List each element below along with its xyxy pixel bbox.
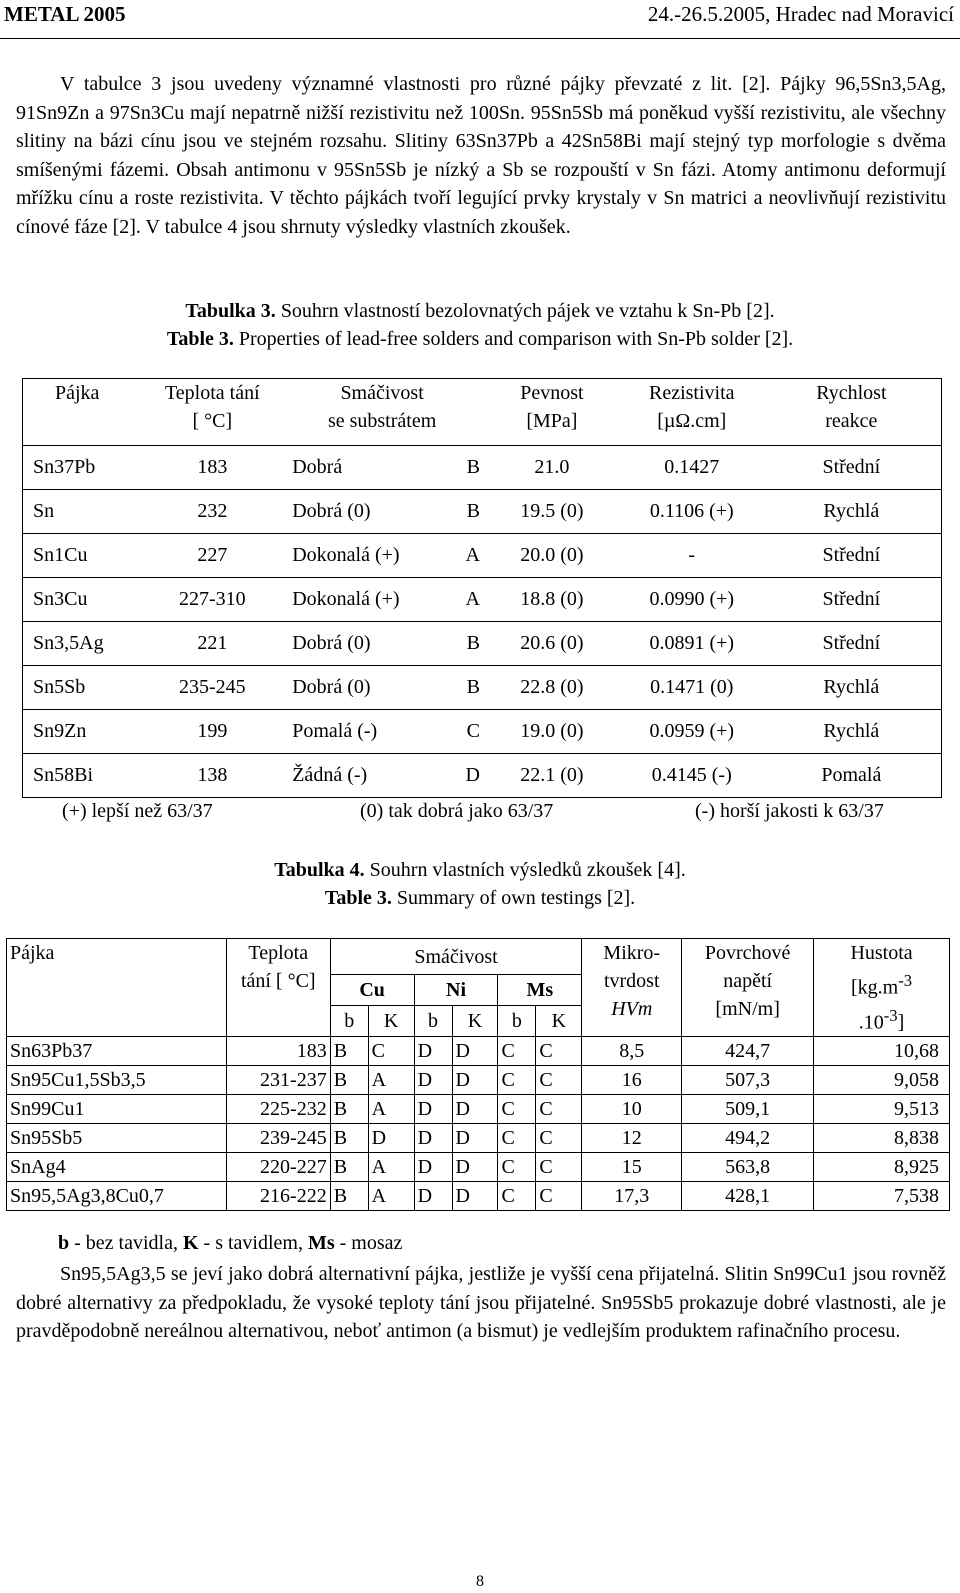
table3-cell: 227 — [142, 534, 282, 578]
table4-cell: C — [536, 1124, 582, 1153]
table3-cell: Sn5Sb — [23, 666, 143, 710]
table4-cell: D — [414, 1124, 452, 1153]
table3-cell: 0.1106 (+) — [622, 490, 762, 534]
table4-caption-en — [0, 884, 960, 912]
table3-header-rychlost-1: Rychlost — [816, 382, 887, 404]
table3-cell: 21.0 — [482, 446, 622, 490]
table3-cell: Dobrá (0) — [282, 622, 412, 666]
table4-header-povrch-2: napětí — [723, 970, 773, 992]
table4-header-mikrotvrdost — [582, 939, 682, 1037]
table3-header-rychlost — [762, 379, 942, 446]
table4-cell: D — [414, 1066, 452, 1095]
table4-cell: D — [414, 1095, 452, 1124]
table4-label-en: Table 3. — [324, 887, 392, 909]
table3-legend-same: (0) tak dobrá jako 63/37 — [360, 800, 554, 822]
table4-cell: D — [452, 1095, 498, 1124]
table3-cell: Střední — [762, 446, 942, 490]
table4-cell: D — [452, 1182, 498, 1211]
table3-cell: C — [412, 710, 482, 754]
table4-row — [7, 1037, 950, 1066]
table4 — [6, 938, 950, 1211]
table4-header-hustota-2: [kg.m — [851, 976, 899, 999]
table3-legend-better: (+) lepší než 63/37 — [62, 800, 213, 822]
table3-row — [23, 666, 942, 710]
table3-header-pajka-text: Pájka — [55, 382, 100, 404]
table3-cell: Sn1Cu — [23, 534, 143, 578]
table3-row — [23, 754, 942, 798]
table3-cell: - — [622, 534, 762, 578]
table3-header-pevnost-1: Pevnost — [520, 382, 584, 404]
table4-cell: D — [452, 1066, 498, 1095]
table4-cell: 15 — [582, 1153, 682, 1182]
table4-cell: Sn63Pb37 — [7, 1037, 227, 1066]
table4-header-hustota-sup-2: -3 — [883, 1005, 898, 1025]
table3-cell: A — [412, 534, 482, 578]
table4-cell: Sn95,5Ag3,8Cu0,7 — [7, 1182, 227, 1211]
table4-cell: B — [330, 1153, 368, 1182]
table4-header-hustota-1: Hustota — [850, 942, 913, 964]
table3-header-smacivost-2: se substrátem — [327, 410, 437, 432]
conference-date-place: 24.-26.5.2005, Hradec nad Moravicí — [647, 2, 954, 26]
table4-cell: C — [498, 1182, 536, 1211]
table3-label-en: Table 3. — [166, 328, 234, 350]
note-ms-text: - mosaz — [334, 1232, 403, 1254]
table4-header-cu: Cu — [330, 975, 414, 1006]
note-k: K — [182, 1232, 199, 1254]
table4-header-hustota-sup-1: -3 — [898, 971, 913, 990]
table3-header-smacivost-1: Smáčivost — [340, 382, 424, 404]
table4-cell: 8,925 — [814, 1153, 950, 1182]
table4-cell: 424,7 — [682, 1037, 814, 1066]
table4-cell: 563,8 — [682, 1153, 814, 1182]
table4-cell: C — [536, 1153, 582, 1182]
table3-cell: Dobrá (0) — [282, 666, 412, 710]
table3 — [22, 378, 942, 798]
table4-cell: C — [498, 1037, 536, 1066]
table4-cell: A — [368, 1095, 414, 1124]
table4-row — [7, 1124, 950, 1153]
table4-header-ni: Ni — [414, 975, 498, 1006]
page-header — [0, 0, 960, 39]
table4-header-teplota — [226, 939, 330, 1037]
table4-cell: C — [498, 1066, 536, 1095]
table4-cell: D — [452, 1037, 498, 1066]
table4-cell: 507,3 — [682, 1066, 814, 1095]
table3-cell: 235-245 — [142, 666, 282, 710]
table4-cell: A — [368, 1153, 414, 1182]
table4-header-smacivost: Smáčivost — [330, 939, 582, 975]
table4-cell: 225-232 — [226, 1095, 330, 1124]
table4-cell: C — [536, 1066, 582, 1095]
table3-cell: D — [412, 754, 482, 798]
table4-cell: 239-245 — [226, 1124, 330, 1153]
table4-caption-cz — [0, 856, 960, 884]
table3-caption-en — [0, 325, 960, 353]
table4-cell: 17,3 — [582, 1182, 682, 1211]
table4-cell: D — [414, 1153, 452, 1182]
table3-header-rezistivita-2: [µΩ.cm] — [657, 410, 727, 432]
table3-cell: 0.0959 (+) — [622, 710, 762, 754]
table4-header-povrchove-napeti — [682, 939, 814, 1037]
table4-header-hustota-4: ] — [897, 1011, 905, 1034]
table4-cell: 9,513 — [814, 1095, 950, 1124]
table3-cell: 22.8 (0) — [482, 666, 622, 710]
table3-cell: Rychlá — [762, 490, 942, 534]
table4-cell: 509,1 — [682, 1095, 814, 1124]
table4-row — [7, 1095, 950, 1124]
table3-cell: 20.0 (0) — [482, 534, 622, 578]
table4-note — [58, 1232, 402, 1255]
table4-header-povrch-1: Povrchové — [704, 942, 791, 964]
table3-cell: Pomalá (-) — [282, 710, 412, 754]
table3-cell: Sn37Pb — [23, 446, 143, 490]
note-k-text: - s tavidlem, — [198, 1232, 308, 1254]
table4-cell: D — [452, 1153, 498, 1182]
table3-cell: 0.4145 (-) — [622, 754, 762, 798]
table4-sub-ms-b: b — [498, 1006, 536, 1037]
table3-row — [23, 534, 942, 578]
table4-cell: 10,68 — [814, 1037, 950, 1066]
table3-header-smacivost — [282, 379, 482, 446]
table3-cell: Sn58Bi — [23, 754, 143, 798]
table3-cell: 199 — [142, 710, 282, 754]
table3-cell: B — [412, 490, 482, 534]
table3-cell: 19.5 (0) — [482, 490, 622, 534]
table4-header-hustota-3: .10 — [858, 1011, 884, 1034]
table4-cell: 216-222 — [226, 1182, 330, 1211]
table4-row — [7, 1182, 950, 1211]
table4-header-mikro-1: Mikro- — [603, 942, 661, 964]
table4-cell: Sn95Cu1,5Sb3,5 — [7, 1066, 227, 1095]
table4-header-teplota-2: tání [ °C] — [240, 970, 316, 992]
table3-caption-cz — [0, 297, 960, 325]
table4-cell: B — [330, 1037, 368, 1066]
table3-cell: Dobrá (0) — [282, 490, 412, 534]
table3-cell: B — [412, 446, 482, 490]
table4-cell: B — [330, 1066, 368, 1095]
table3-cell: 0.1427 — [622, 446, 762, 490]
table4-cell: C — [498, 1153, 536, 1182]
table3-row — [23, 622, 942, 666]
table4-cell: D — [414, 1037, 452, 1066]
table4-header-povrch-3: [mN/m] — [715, 998, 780, 1020]
table4-header-ms: Ms — [498, 975, 582, 1006]
table3-cell: 19.0 (0) — [482, 710, 622, 754]
table3-header-row — [23, 379, 942, 446]
table3-header-teplota — [142, 379, 282, 446]
intro-paragraph-text: V tabulce 3 jsou uvedeny významné vlastnosti pro různé pájky převzaté z lit. [2]. Pájky 96,5Sn3,5Ag, 91Sn9Zn a 97Sn3Cu mají nepatrně nižší rezistivitu než 100Sn. 95Sn5Sb má poněkud vyšší rezistivitu, ale všechny slitiny na bázi cínu jsou ve stejném rozsahu. Slitiny 63Sn37Pb a 42Sn58Bi mají stejný typ morfologie s dvěma smíšenými fázemi. Obsah antimonu v 95Sn5Sb je nízký a Sb se rozpouští v Sn fázi. Atomy antimonu deformují mřížku cínu a roste rezistivita. V těchto pájkách tvoří legující prvky krystaly v Sn matrici a neovlivňují rezistivitu cínové fáze [2]. V tabulce 4 jsou shrnuty výsledky vlastních zkoušek. — [16, 73, 946, 238]
table3-cell: 22.1 (0) — [482, 754, 622, 798]
table4-cell: C — [368, 1037, 414, 1066]
table4-body — [7, 1037, 950, 1211]
table3-body — [23, 446, 942, 798]
table3-cell: Dobrá — [282, 446, 412, 490]
table4-cell: 9,058 — [814, 1066, 950, 1095]
table4-caption-en-text: Summary of own testings [2]. — [391, 887, 636, 909]
table4-cell: B — [330, 1124, 368, 1153]
table4-cell: 8,838 — [814, 1124, 950, 1153]
table3-cell: Pomalá — [762, 754, 942, 798]
table4-cell: 231-237 — [226, 1066, 330, 1095]
table3-cell: Rychlá — [762, 666, 942, 710]
table3-cell: 221 — [142, 622, 282, 666]
table4-row — [7, 1066, 950, 1095]
table4-sub-cu-b: b — [330, 1006, 368, 1037]
table4-cell: SnAg4 — [7, 1153, 227, 1182]
table4-cell: 183 — [226, 1037, 330, 1066]
table4-header-mikro-3: HVm — [611, 998, 653, 1020]
table4-cell: C — [536, 1037, 582, 1066]
table4-cell: C — [498, 1095, 536, 1124]
table3-cell: Rychlá — [762, 710, 942, 754]
table4-label-cz: Tabulka 4. — [274, 859, 365, 881]
table3-cell: 0.0990 (+) — [622, 578, 762, 622]
table3-cell: Sn3Cu — [23, 578, 143, 622]
table3-cell: 20.6 (0) — [482, 622, 622, 666]
table4-sub-ni-b: b — [414, 1006, 452, 1037]
intro-paragraph — [16, 70, 946, 241]
conclusion-paragraph-text: Sn95,5Ag3,5 se jeví jako dobrá alternativní pájka, jestliže je vyšší cena přijatelná. Slitin Sn99Cu1 jsou rovněž dobré alternativy za předpokladu, že vysoké teploty tání jsou přijatelné. Sn95Sb5 prokazuje dobré vlastnosti, ale je pravděpodobně nereálnou alternativou, neboť antimon (a bismut) je vedlejším produktem rafinačního procesu. — [16, 1263, 946, 1342]
table3-cell: Sn — [23, 490, 143, 534]
table4-cell: B — [330, 1182, 368, 1211]
table3-cell: Dokonalá (+) — [282, 534, 412, 578]
table4-header-mikro-2: tvrdost — [603, 970, 660, 992]
table4-cell: B — [330, 1095, 368, 1124]
note-b-text: - bez tavidla, — [69, 1232, 183, 1254]
note-ms: Ms — [307, 1232, 335, 1254]
table4-cell: 494,2 — [682, 1124, 814, 1153]
table4-cell: 7,538 — [814, 1182, 950, 1211]
table3-cell: Střední — [762, 534, 942, 578]
table4-cell: 8,5 — [582, 1037, 682, 1066]
table3-cell: 138 — [142, 754, 282, 798]
table3-cell: B — [412, 622, 482, 666]
conference-name: METAL 2005 — [4, 2, 126, 26]
table3-caption-cz-text: Souhrn vlastností bezolovnatých pájek ve vztahu k Sn-Pb [2]. — [275, 300, 775, 322]
table3-row — [23, 578, 942, 622]
table4-row — [7, 1153, 950, 1182]
table3-header-rezistivita-1: Rezistivita — [648, 382, 735, 404]
table3-cell: Střední — [762, 622, 942, 666]
table4-sub-ni-k: K — [452, 1006, 498, 1037]
table3-cell: Sn3,5Ag — [23, 622, 143, 666]
table3-header-pevnost-2: [MPa] — [526, 410, 578, 432]
table3-cell: Střední — [762, 578, 942, 622]
table3-row — [23, 710, 942, 754]
table4-sub-cu-k: K — [368, 1006, 414, 1037]
table3-cell: Sn9Zn — [23, 710, 143, 754]
table3-cell: Žádná (-) — [282, 754, 412, 798]
table4-cell: C — [536, 1095, 582, 1124]
table3-header-rezistivita — [622, 379, 762, 446]
table3-header-rychlost-2: reakce — [825, 410, 878, 432]
table3-label-cz: Tabulka 3. — [185, 300, 276, 322]
table3-legend-worse: (-) horší jakosti k 63/37 — [695, 800, 884, 822]
table3-header-teplota-1: Teplota tání — [164, 382, 260, 404]
conclusion-paragraph — [16, 1260, 946, 1346]
table3-cell: 18.8 (0) — [482, 578, 622, 622]
table4-header-pajka: Pájka — [7, 939, 227, 1037]
table4-header-row-1 — [7, 939, 950, 975]
table3-row — [23, 490, 942, 534]
table4-cell: 10 — [582, 1095, 682, 1124]
table4-caption-cz-text: Souhrn vlastních výsledků zkoušek [4]. — [364, 859, 686, 881]
table4-cell: D — [368, 1124, 414, 1153]
table4-cell: Sn95Sb5 — [7, 1124, 227, 1153]
table4-cell: 428,1 — [682, 1182, 814, 1211]
table4-cell: 220-227 — [226, 1153, 330, 1182]
table4-sub-ms-k: K — [536, 1006, 582, 1037]
table3-header-pajka — [23, 379, 143, 446]
table4-cell: D — [414, 1182, 452, 1211]
table3-caption-en-text: Properties of lead-free solders and comparison with Sn-Pb solder [2]. — [233, 328, 794, 350]
table3-cell: B — [412, 666, 482, 710]
table3-cell: 0.1471 (0) — [622, 666, 762, 710]
table3-header-teplota-2: [ °C] — [192, 410, 233, 432]
table3-cell: Dokonalá (+) — [282, 578, 412, 622]
note-b: b — [58, 1232, 70, 1254]
table4-cell: D — [452, 1124, 498, 1153]
table3-cell: 227-310 — [142, 578, 282, 622]
table3-cell: 183 — [142, 446, 282, 490]
table3-cell: 0.0891 (+) — [622, 622, 762, 666]
table3-header-pevnost — [482, 379, 622, 446]
table4-cell: A — [368, 1182, 414, 1211]
table4-cell: A — [368, 1066, 414, 1095]
table4-cell: 12 — [582, 1124, 682, 1153]
table4-cell: Sn99Cu1 — [7, 1095, 227, 1124]
table3-cell: 232 — [142, 490, 282, 534]
table4-header-teplota-1: Teplota — [248, 942, 309, 964]
table3-row — [23, 446, 942, 490]
page-number: 8 — [476, 1573, 484, 1590]
table4-cell: C — [536, 1182, 582, 1211]
table4-cell: 16 — [582, 1066, 682, 1095]
table4-cell: C — [498, 1124, 536, 1153]
table4-header-hustota — [814, 939, 950, 1037]
table3-cell: A — [412, 578, 482, 622]
